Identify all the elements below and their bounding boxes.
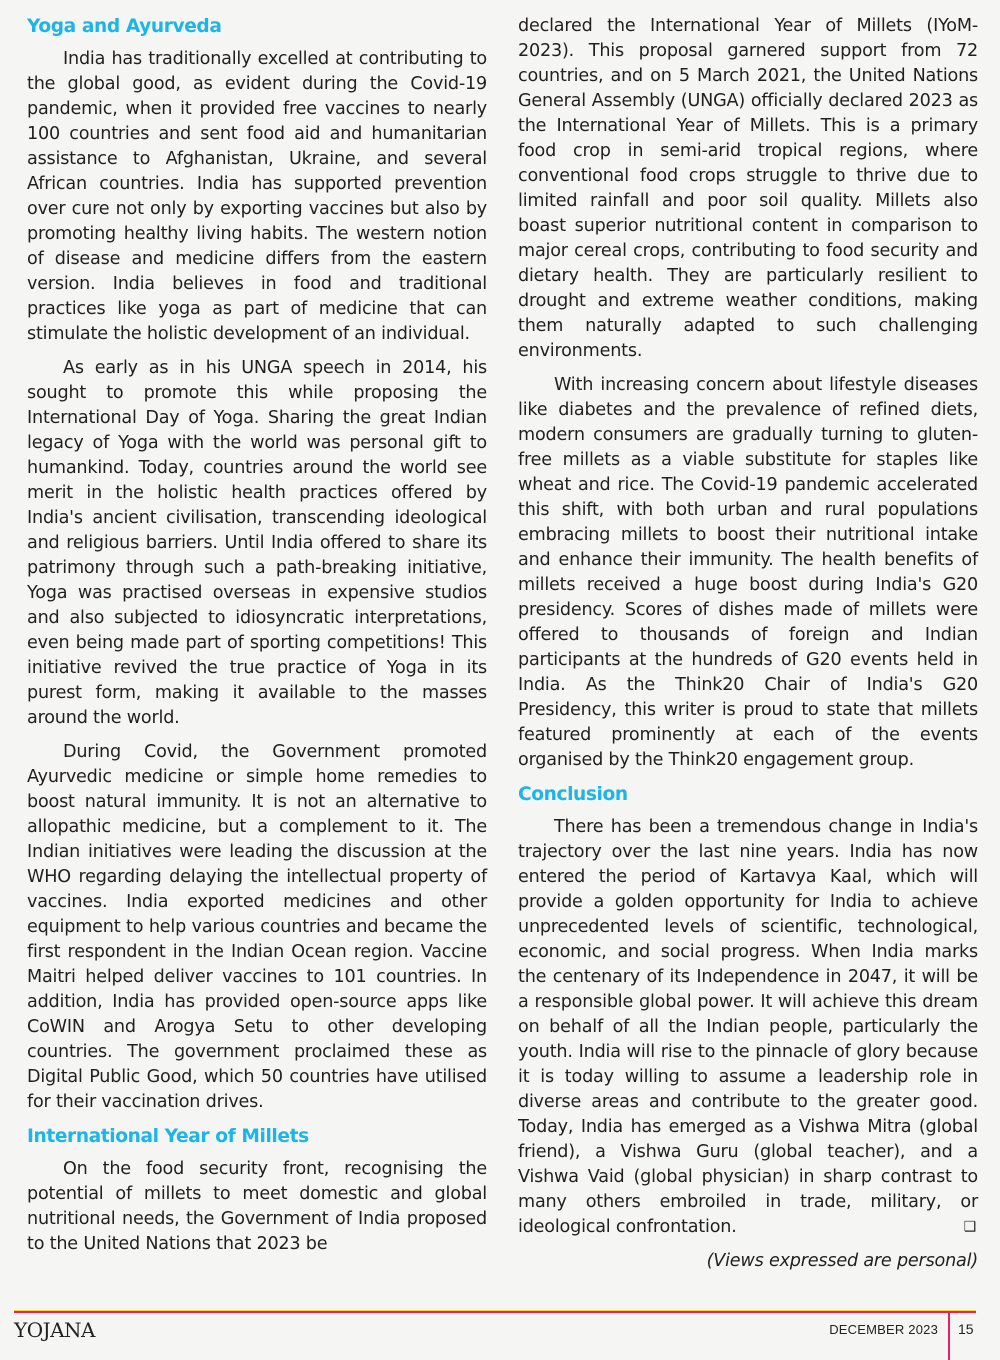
footer-divider — [14, 1310, 976, 1313]
conclusion-paragraph — [518, 815, 978, 1240]
section-heading-millets: International Year of Millets — [27, 1126, 309, 1147]
conclusion-text: There has been a tremendous change in India's trajectory over the last nine years. India has now entered the period of Kartavya Kaal, which will provide a golden opportunity for India to achieve unprecedented levels of scientific, technological, economic, and social progress. When India marks the centenary of its Independence in 2047, it will be a responsible global power. It will achieve this dream on behalf of all the Indian people, particularly the youth. India will rise to the pinnacle of glory because it is today willing to assume a leadership role in diverse areas and contribute to the greater good. Today, India has emerged as a Vishwa Mitra (global friend), a Vishwa Guru (global teacher), and a Vishwa Vaid (global physician) in sharp contrast to many others embroiled in trade, military, or ideological confrontation. — [518, 817, 978, 1237]
body-paragraph: During Covid, the Government promoted Ayurvedic medicine or simple home remedies to boost natural immunity. It is not an alternative to allopathic medicine, but a complement to it. The Indian initiatives were leading the discussion at the WHO regarding delaying the intellectual property of vaccines. India exported medicines and other equipment to help various countries and became the first respondent in the Indian Ocean region. Vaccine Maitri helped deliver vaccines to 101 countries. In addition, India has provided open-source apps like CoWIN and Arogya Setu to other developing countries. The government proclaimed these as Digital Public Good, which 50 countries have utilised for their vaccination drives. — [27, 742, 487, 1112]
footer-page-divider — [948, 1312, 950, 1360]
body-paragraph: India has traditionally excelled at contributing to the global good, as evident during the Covid-19 pandemic, when it provided free vaccines to nearly 100 countries and sent food aid and humanitarian assistance to Afghanistan, Ukraine, and several African countries. India has supported prevention over cure not only by exporting vaccines but also by promoting healthy living habits. The western notion of disease and medicine differs from the eastern version. India believes in food and traditional practices like yoga as part of medicine that can stimulate the holistic development of an individual. — [27, 49, 487, 344]
body-paragraph: On the food security front, recognising the potential of millets to meet domestic and global nutritional needs, the Government of India proposed to the United Nations that 2023 be — [27, 1159, 487, 1254]
section-heading-conclusion: Conclusion — [518, 784, 628, 805]
right-column — [518, 14, 978, 1274]
left-column — [27, 14, 487, 1266]
end-of-article-box-icon: ❑ — [963, 1219, 976, 1235]
issue-date: DECEMBER 2023 — [829, 1322, 938, 1337]
magazine-brand: YOJANA — [14, 1318, 96, 1342]
disclaimer: (Views expressed are personal) — [706, 1251, 978, 1271]
body-paragraph: With increasing concern about lifestyle diseases like diabetes and the prevalence of refined diets, modern consumers are gradually turning to gluten-free millets as a viable substitute for staples like wheat and rice. The Covid-19 pandemic accelerated this shift, with both urban and rural populations embracing millets to boost their nutritional intake and enhance their immunity. The health benefits of millets received a huge boost during India's G20 presidency. Scores of dishes made of millets were offered to thousands of foreign and Indian participants at the hundreds of G20 events held in India. As the Think20 Chair of India's G20 Presidency, this writer is proud to state that millets featured prominently at each of the events organised by the Think20 engagement group. — [518, 375, 978, 770]
section-heading-yoga-ayurveda: Yoga and Ayurveda — [27, 16, 222, 37]
page-number: 15 — [958, 1321, 974, 1337]
body-paragraph: As early as in his UNGA speech in 2014, his sought to promote this while proposing the International Day of Yoga. Sharing the great Indian legacy of Yoga with the world was personal gift to humankind. Today, countries around the world see merit in the holistic health practices offered by India's ancient civilisation, transcending ideological and religious barriers. Until India offered to share its patrimony through such a path-breaking initiative, Yoga was practised overseas in expensive studios and also subjected to idiosyncratic interpretations, even being made part of sporting competitions! This initiative revived the true practice of Yoga in its purest form, making it available to the masses around the world. — [27, 358, 487, 728]
body-paragraph-continued: declared the International Year of Millets (IYoM-2023). This proposal garnered support from 72 countries, and on 5 March 2021, the United Nations General Assembly (UNGA) officially declared 2023 as the International Year of Millets. This is a primary food crop in semi-arid tropical regions, where conventional food crops struggle to thrive due to limited rainfall and poor soil quality. Millets also boast superior nutritional content in comparison to major cereal crops, contributing to food security and dietary health. They are particularly resilient to drought and extreme weather conditions, making them naturally adapted to such challenging environments. — [518, 16, 978, 361]
